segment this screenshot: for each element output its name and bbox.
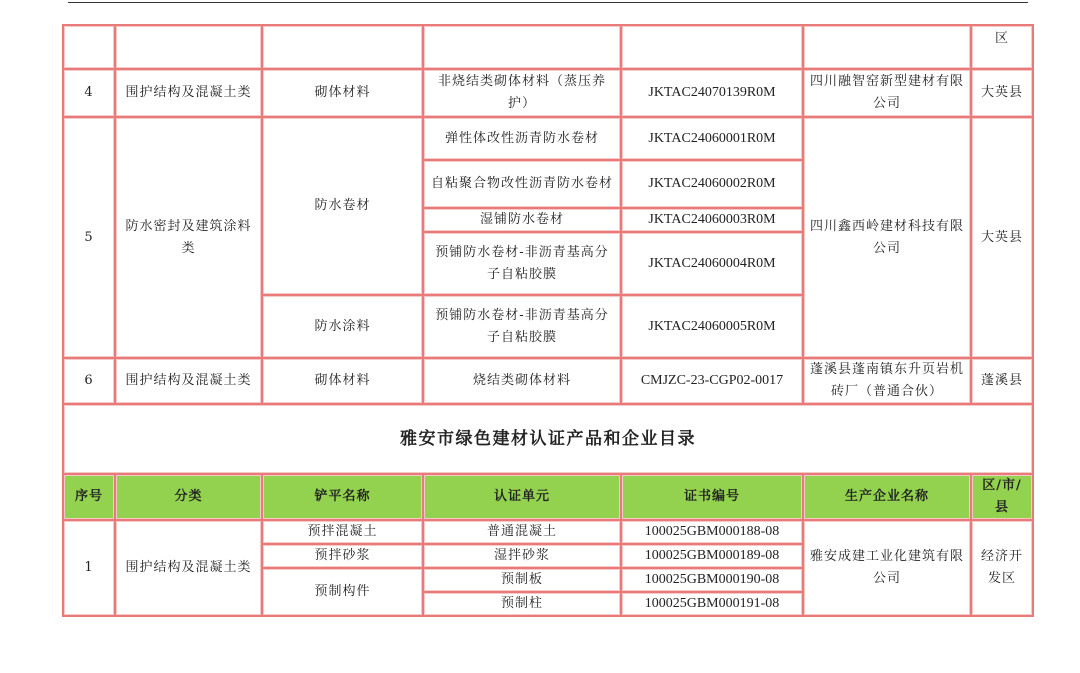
cell-cert: 100025GBM000191-08 <box>621 592 803 616</box>
table-header-row <box>63 474 1033 520</box>
certification-table <box>62 24 1034 617</box>
cell-category: 围护结构及混凝土类 <box>115 520 262 616</box>
cell-no: 5 <box>63 117 115 358</box>
cell-unit: 非烧结类砌体材料（蒸压养护） <box>423 69 621 117</box>
cell-material: 砌体材料 <box>262 69 423 117</box>
cell-region: 经济开发区 <box>971 520 1033 616</box>
header-company: 生产企业名称 <box>803 474 971 520</box>
cell-no: 6 <box>63 358 115 404</box>
table-row <box>63 358 1033 404</box>
cell-empty <box>423 25 621 69</box>
cell-cert: CMJZC-23-CGP02-0017 <box>621 358 803 404</box>
top-rule <box>68 2 1028 3</box>
cell-company: 雅安成建工业化建筑有限公司 <box>803 520 971 616</box>
cell-unit: 自粘聚合物改性沥青防水卷材 <box>423 160 621 208</box>
cell-category: 围护结构及混凝土类 <box>115 358 262 404</box>
cell-unit: 预铺防水卷材-非沥青基高分子自粘胶膜 <box>423 295 621 358</box>
cell-product: 预拌混凝土 <box>262 520 423 544</box>
header-product: 铲平名称 <box>262 474 423 520</box>
cell-cert: JKTAC24060004R0M <box>621 232 803 295</box>
cell-product: 预制构件 <box>262 568 423 616</box>
section-title: 雅安市绿色建材认证产品和企业目录 <box>63 404 1033 474</box>
cell-region: 区 <box>971 25 1033 69</box>
cell-company: 四川鑫西岭建材科技有限公司 <box>803 117 971 358</box>
cell-unit: 预制板 <box>423 568 621 592</box>
cell-region: 大英县 <box>971 117 1033 358</box>
cell-company: 四川融智窑新型建材有限公司 <box>803 69 971 117</box>
cell-company: 蓬溪县蓬南镇东升页岩机砖厂（普通合伙） <box>803 358 971 404</box>
cell-category: 防水密封及建筑涂料类 <box>115 117 262 358</box>
cell-unit: 弹性体改性沥青防水卷材 <box>423 117 621 160</box>
cell-unit: 湿拌砂浆 <box>423 544 621 568</box>
cell-unit: 普通混凝土 <box>423 520 621 544</box>
cell-cert: JKTAC24070139R0M <box>621 69 803 117</box>
cell-empty <box>115 25 262 69</box>
table-row <box>63 117 1033 160</box>
cell-empty <box>803 25 971 69</box>
cell-cert: JKTAC24060002R0M <box>621 160 803 208</box>
header-region: 区/市/县 <box>971 474 1033 520</box>
table-row <box>63 25 1033 69</box>
cell-cert: JKTAC24060005R0M <box>621 295 803 358</box>
cell-empty <box>621 25 803 69</box>
cell-cert: JKTAC24060001R0M <box>621 117 803 160</box>
table-row <box>63 69 1033 117</box>
cell-category: 围护结构及混凝土类 <box>115 69 262 117</box>
cell-empty <box>262 25 423 69</box>
cell-unit: 湿铺防水卷材 <box>423 208 621 232</box>
cell-cert: 100025GBM000190-08 <box>621 568 803 592</box>
cell-region: 大英县 <box>971 69 1033 117</box>
cell-region: 蓬溪县 <box>971 358 1033 404</box>
cell-material: 砌体材料 <box>262 358 423 404</box>
cell-empty <box>63 25 115 69</box>
header-category: 分类 <box>115 474 262 520</box>
table-row <box>63 404 1033 474</box>
cell-cert: JKTAC24060003R0M <box>621 208 803 232</box>
cell-no: 4 <box>63 69 115 117</box>
header-no: 序号 <box>63 474 115 520</box>
cell-unit: 预制柱 <box>423 592 621 616</box>
cell-material: 防水卷材 <box>262 117 423 295</box>
cell-product: 预拌砂浆 <box>262 544 423 568</box>
cell-unit: 烧结类砌体材料 <box>423 358 621 404</box>
cell-no: 1 <box>63 520 115 616</box>
header-cert: 证书编号 <box>621 474 803 520</box>
cell-cert: 100025GBM000188-08 <box>621 520 803 544</box>
header-unit: 认证单元 <box>423 474 621 520</box>
cell-unit: 预铺防水卷材-非沥青基高分子自粘胶膜 <box>423 232 621 295</box>
table-row <box>63 520 1033 544</box>
cell-material: 防水涂料 <box>262 295 423 358</box>
cell-cert: 100025GBM000189-08 <box>621 544 803 568</box>
